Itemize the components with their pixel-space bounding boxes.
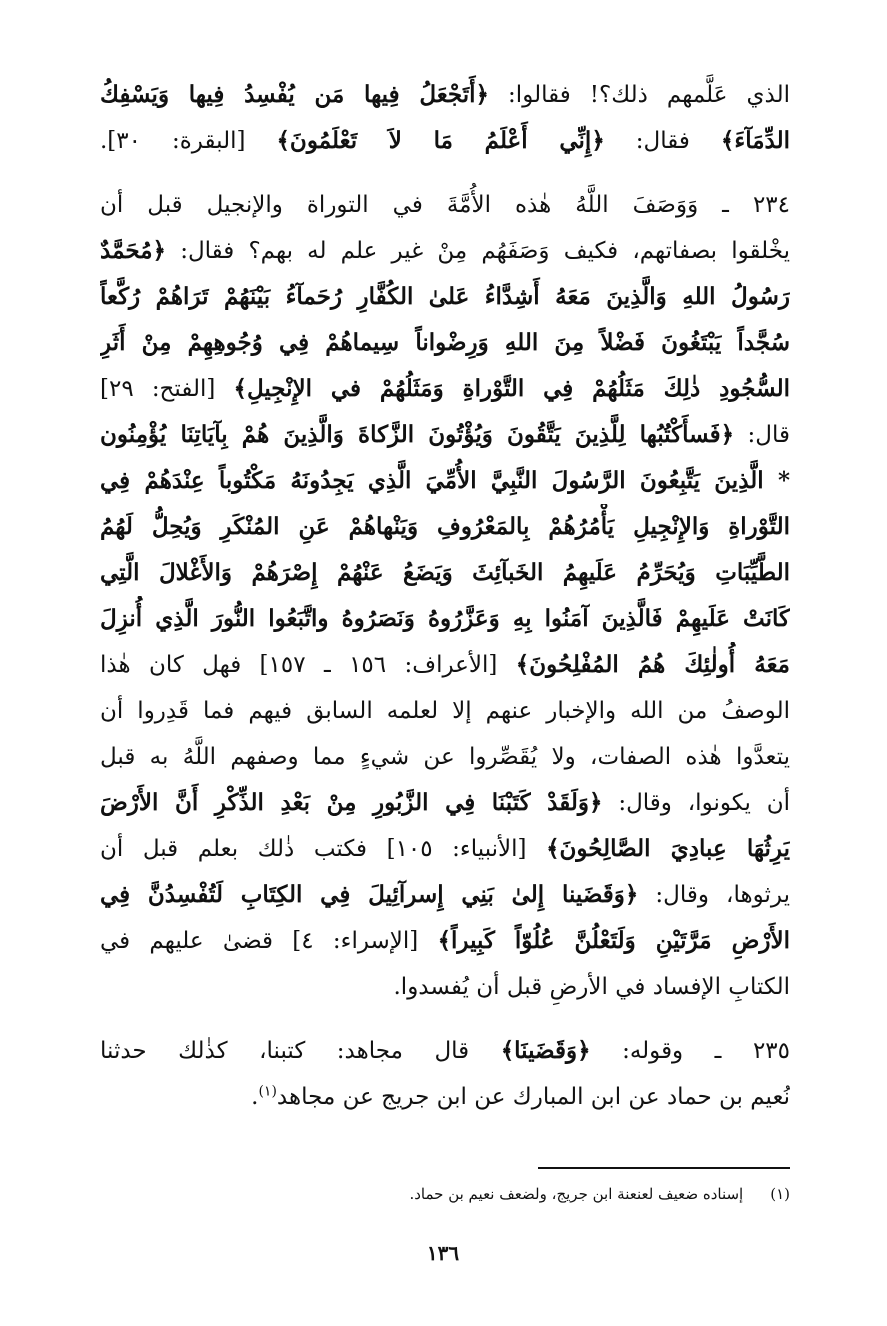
page-number: ١٣٦ [426,1241,460,1265]
quran-quote: الأَرْضِ مَرَّتَيْنِ وَلَتَعْلُنَّ عُلُوّاً كَبِيراً﴾ [437,927,790,954]
quran-quote: السُّجُودِ ذٰلِكَ مَثَلُهُمْ فِي التَّوْراةِ وَمَثَلُهُمْ في الإِنْجِيلِ﴾ [233,375,790,402]
text-segment: الكتابِ الإفساد في الأرضِ قبل أن يُفسدوا. [393,974,790,1000]
footnote-number: (١) [770,1185,790,1203]
text-segment: يرثوها، وقال: [638,882,790,908]
text-segment: [البقرة: ٣٠]. [100,128,277,154]
text-line [100,274,790,320]
quran-quote: الطَّيِّبَاتِ وَيُحَرِّمُ عَلَيهِمُ الخَبآئِثَ وَيَضَعُ عَنْهُمْ إِصْرَهُمْ وَالأَغْلالَ الَّتِي [100,559,790,586]
text-line [100,182,790,228]
text-segment: نُعيم بن حماد عن ابن المبارك عن ابن جريج عن مجاهد [276,1084,790,1110]
quran-quote: ﴿إِنِّي أَعْلَمُ مَا لاَ تَعْلَمُونَ﴾ [276,127,605,154]
quran-quote: ﴿وَقَضَينَا﴾ [500,1037,591,1064]
text-line [100,918,790,964]
quran-quote: ﴿فَسأَكْتُبُها لِلَّذِينَ يَتَّقُونَ وَيُؤْتُونَ الزَّكاةَ وَالَّذِينَ هُمْ بِآيَاتِنَا يُؤْمِنُون [100,421,735,448]
text-line [100,734,790,780]
quran-quote: كَانَتْ عَلَيهِمْ فَالَّذِينَ آمَنُوا بِهِ وَعَزَّرُوهُ وَنَصَرُوهُ واتَّبَعُوا النُّورَ الَّذِي أُنزِلَ [100,605,790,632]
footnote-text: إسناده ضعيف لعنعنة ابن جريج، ولضعف نعيم بن حماد. [409,1185,744,1203]
text-line [100,550,790,596]
text-line [100,228,790,274]
quran-quote: سُجَّداً يَبْتَغُونَ فَضْلاً مِنَ اللهِ وَرِضْواناً سِيماهُمْ فِي وُجُوهِهِمْ مِنْ أَثَرِ [100,329,790,356]
quran-quote: * الَّذِينَ يَتَّبِعُونَ الرَّسُولَ النَّبِيَّ الأُمِّيَ الَّذِي يَجِدُونَهُ مَكْتُوباً عِنْدَهُمْ فِي [100,467,790,494]
quran-quote: ﴿وَقَضَينا إِلىٰ بَنِي إِسرآئِيلَ فِي الكِتَابِ لَتُفْسِدُنَّ فِي [100,881,639,908]
text-segment: قال مجاهد: كتبنا، كذٰلك حدثنا [100,1038,501,1064]
text-line [100,366,790,412]
footnote [270,1180,790,1208]
quran-quote: يَرِثُهَا عِبادِيَ الصَّالِحُونَ﴾ [546,835,790,862]
text-segment: . [251,1084,259,1110]
footnote-separator [538,1167,790,1169]
footnote-ref[interactable]: (١) [258,1083,277,1100]
text-line [100,872,790,918]
text-segment: الذي عَلَّمهم ذلك؟! فقالوا: [489,82,790,108]
text-segment: ٢٣٥ ـ وقوله: [590,1038,790,1064]
text-segment: الوصفُ من الله والإخبار عنهم إلا لعلمه السابق فيهم فما قَدِروا أن [100,698,790,724]
text-line [100,688,790,734]
quran-quote: رَسُولُ اللهِ وَالَّذِينَ مَعَهُ أَشِدَّاءُ عَلىٰ الكُفَّارِ رُحَمآءُ بَيْنَهُمْ تَرَاهُمْ رُكَّعاً [100,283,790,310]
quran-quote: ﴿أَتَجْعَلُ فِيها مَن يُفْسِدُ فِيها وَيَسْفِكُ [100,81,489,108]
text-line [100,412,790,458]
text-segment: فقال: [604,128,721,154]
text-segment: [الإسراء: ٤] قضىٰ عليهم في [100,928,438,954]
text-line [100,1074,790,1120]
text-line [100,826,790,872]
text-line [100,320,790,366]
text-segment: يخْلقوا بصفاتهم، فكيف وَصَفَهُم مِنْ غير علم له بهم؟ فقال: [166,238,790,264]
text-segment: قال: [734,422,790,448]
text-line [100,72,790,118]
text-segment: [الفتح: ٢٩] [100,376,234,402]
quran-quote: الدِّمَآءَ﴾ [720,127,790,154]
text-segment: [الأعراف: ١٥٦ ـ ١٥٧] فهل كان هٰذا [100,652,516,678]
text-line [100,964,790,1010]
quran-quote: مَعَهُ أُولٰئِكَ هُمُ المُفْلِحُونَ﴾ [515,651,790,678]
text-line [100,118,790,164]
quran-quote: التَّوْراةِ وَالإِنْجِيلِ يَأْمُرُهُمْ بِالمَعْرُوفِ وَيَنْهاهُمْ عَنِ المُنْكَرِ وَيُحِلُّ لَهُمُ [100,513,790,540]
text-line [100,780,790,826]
text-line [100,458,790,504]
text-line [100,1028,790,1074]
text-line [100,642,790,688]
text-segment: أن يكونوا، وقال: [602,790,790,816]
text-segment: يتعدَّوا هٰذه الصفات، ولا يُقَصِّروا عن شيءٍ مما وصفهم اللَّهُ به قبل [100,744,790,770]
text-segment: [الأنبياء: ١٠٥] فكتب ذٰلك بعلم قبل أن [100,836,547,862]
quran-quote: ﴿مُحَمَّدٌ [100,237,167,264]
text-segment: ٢٣٤ ـ وَوَصَفَ اللَّهُ هٰذه الأُمَّةَ في التوراة والإنجيل قبل أن [100,192,790,218]
text-line [100,504,790,550]
text-line [100,596,790,642]
quran-quote: ﴿وَلَقَدْ كَتَبْنَا فِي الزَّبُورِ مِنْ بَعْدِ الذِّكْرِ أَنَّ الأَرْضَ [100,789,603,816]
